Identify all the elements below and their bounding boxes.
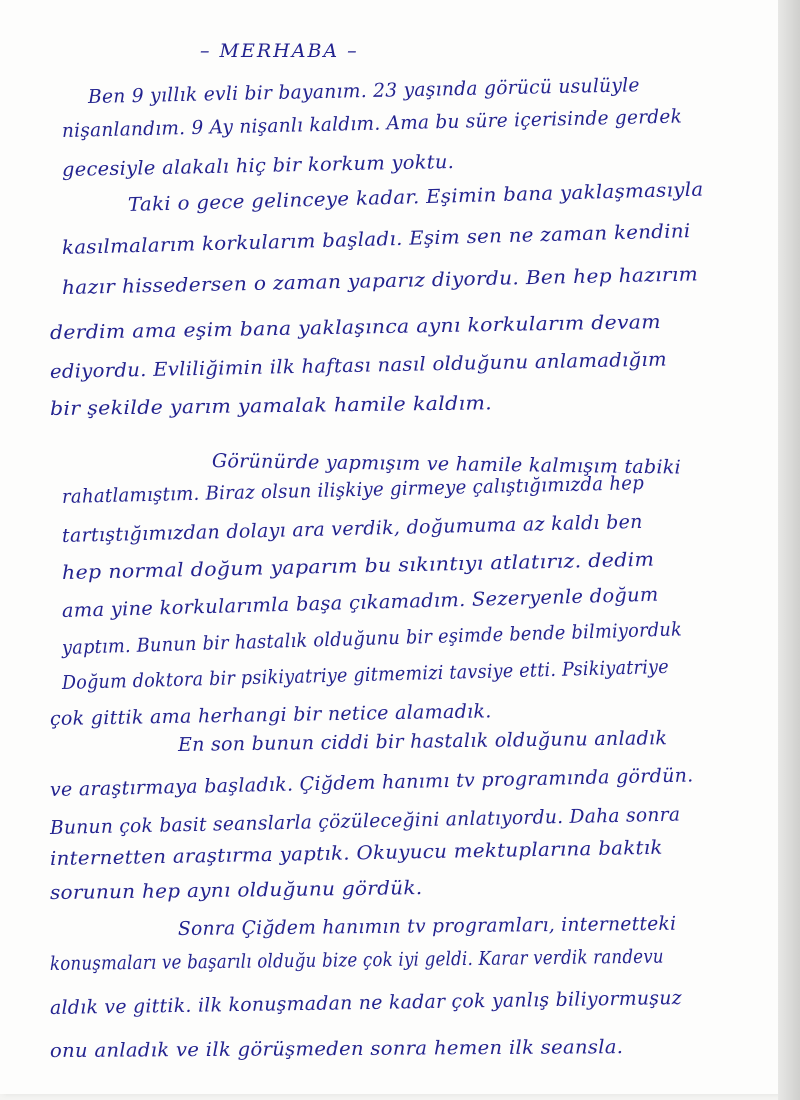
letter-title: – MERHABA – [200,40,359,62]
letter-line-12: tartıştığımızdan dolayı ara verdik, doğumuma az kaldı ben [61,510,643,547]
letter-line-3: gecesiyle alakalı hiç bir korkum yoktu. [61,150,455,181]
letter-line-23: Sonra Çiğdem hanımın tv programları, internetteki [177,912,677,940]
letter-line-25: aldık ve gittik. ilk konuşmadan ne kadar çok yanlış biliyormuşuz [49,986,683,1019]
letter-line-1: Ben 9 yıllık evli bir bayanım. 23 yaşında görücü usulüyle [87,74,640,108]
letter-line-21: internetten araştırma yaptık. Okuyucu mektuplarına baktık [49,836,663,870]
letter-line-6: hazır hissedersen o zaman yaparız diyordu. Ben hep hazırım [61,263,699,299]
letter-line-9: bir şekilde yarım yamalak hamile kaldım. [49,392,493,420]
letter-line-18: En son bunun ciddi bir hastalık olduğunu anladık [177,727,668,756]
letter-line-14: ama yine korkularımla başa çıkamadım. Sezeryenle doğum [61,583,659,622]
letter-line-16: Doğum doktora bir psikiyatriye gitmemizi tavsiye etti. Psikiyatriye [61,655,670,694]
letter-line-7: derdim ama eşim bana yaklaşınca aynı korkularım devam [49,311,662,344]
letter-line-8: ediyordu. Evliliğimin ilk haftası nasıl olduğunu anlamadığım [49,348,668,383]
letter-line-2: nişanlandım. 9 Ay nişanlı kaldım. Ama bu süre içerisinde gerdek [61,105,683,142]
letter-line-17: çok gittik ama herhangi bir netice alamadık. [49,700,492,730]
letter-line-11: rahatlamıştım. Biraz olsun ilişkiye girmeye çalıştığımızda hep [61,472,645,508]
letter-line-24: konuşmaları ve başarılı olduğu bize çok iyi geldi. Karar verdik randevu [49,945,664,975]
paper-edge-shadow [778,0,800,1100]
letter-line-22: sorunun hep aynı olduğunu gördük. [49,877,423,904]
letter-line-26: onu anladık ve ilk görüşmeden sonra hemen ilk seansla. [49,1036,624,1062]
letter-line-4: Taki o gece gelinceye kadar. Eşimin bana yaklaşmasıyla [127,178,704,216]
letter-line-5: kasılmalarım korkularım başladı. Eşim sen ne zaman kendini [61,220,691,259]
letter-line-10: Görünürde yapmışım ve hamile kalmışım tabiki [211,450,682,479]
letter-line-15: yaptım. Bunun bir hastalık olduğunu bir eşimde bende bilmiyorduk [61,618,683,659]
letter-line-20: Bunun çok basit seanslarla çözüleceğini anlatıyordu. Daha sonra [49,803,681,839]
letter-line-13: hep normal doğum yaparım bu sıkıntıyı atlatırız. dedim [61,548,655,584]
letter-line-19: ve araştırmaya başladık. Çiğdem hanımı tv programında gördün. [49,764,694,801]
